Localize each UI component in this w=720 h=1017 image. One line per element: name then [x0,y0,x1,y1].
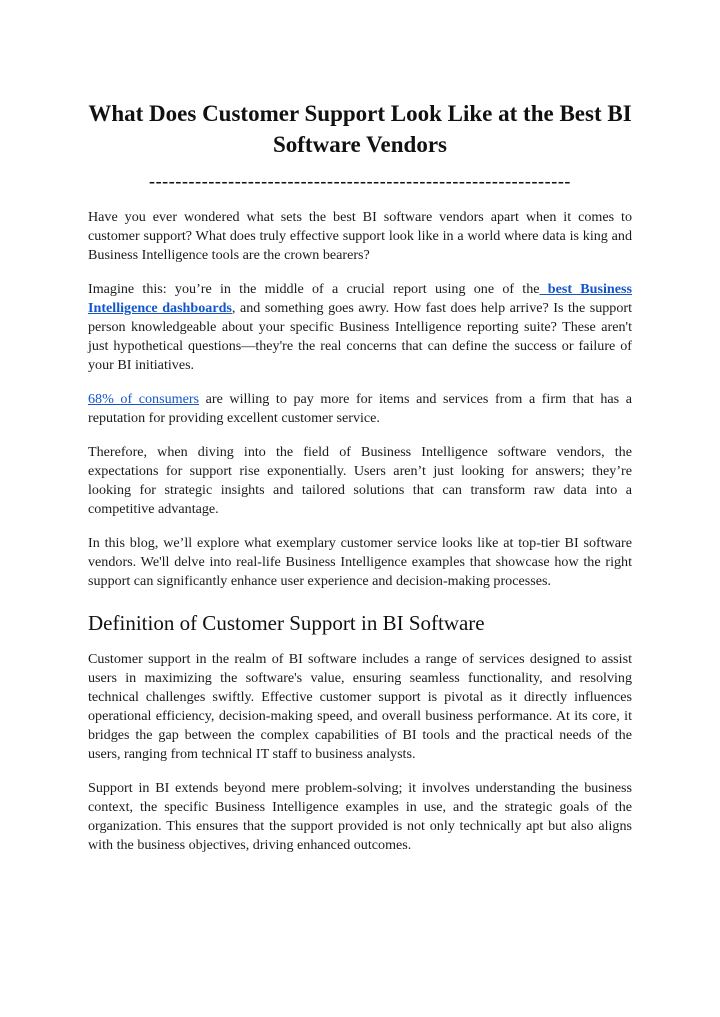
intro-paragraph: Have you ever wondered what sets the best BI software vendors apart when it comes to customer support? What does truly effective support look like in a world where data is king and Business Intelligence tools are the crown bearers? [88,209,632,263]
statistic-text: are willing to pay more for items and services from a firm that has a reputation for providing excellent customer service. [88,391,633,426]
best-bi-dashboards-link[interactable]: best Business Intelligence dashboards [88,281,632,316]
section-heading: Definition of Customer Support in BI Software [88,611,485,635]
scenario-text-start: Imagine this: you’re in the middle of a crucial report using one of the [88,281,540,297]
support-scope-paragraph: Support in BI extends beyond mere problem-solving; it involves understanding the business context, the specific Business Intelligence examples in use, and the strategic goals of the organization. This ensures that the support provided is not only technically apt but also aligns with the business objectives, driving enhanced outcomes. [88,780,632,853]
document-page [88,98,632,855]
consumers-statistic-link[interactable]: 68% of consumers [88,391,200,407]
statistic-paragraph [88,390,632,428]
definition-paragraph: Customer support in the realm of BI software includes a range of services designed to assist users in maximizing the software's value, ensuring seamless functionality, and resolving technical challenges swiftly. Effective customer support is pivotal as it directly influences operational efficiency, decision-making speed, and overall business performance. At its core, it bridges the gap between the complex capabilities of BI tools and the practical needs of the users, ranging from technical IT staff to business analysts. [88,651,632,762]
blog-overview-paragraph: In this blog, we’ll explore what exemplary customer service looks like at top-tier BI software vendors. We'll delve into real-life Business Intelligence examples that showcase how the right support can significantly enhance user experience and decision-making processes. [88,535,632,589]
document-title: What Does Customer Support Look Like at the Best BI Software Vendors [88,101,632,157]
scenario-paragraph [88,280,632,375]
title-divider: ---------------------------------------------------------------- [148,171,572,191]
expectations-paragraph: Therefore, when diving into the field of Business Intelligence software vendors, the expectations for support rise exponentially. Users aren’t just looking for answers; they’re looking for strategic insights and tailored solutions that can transform raw data into a competitive advantage. [88,444,632,517]
scenario-text-end: , and something goes awry. How fast does help arrive? Is the support person knowledgeable about your specific Business Intelligence reporting suite? These aren't just hypothetical questions—they're the real concerns that can define the success or failure of your BI initiatives. [88,300,632,373]
